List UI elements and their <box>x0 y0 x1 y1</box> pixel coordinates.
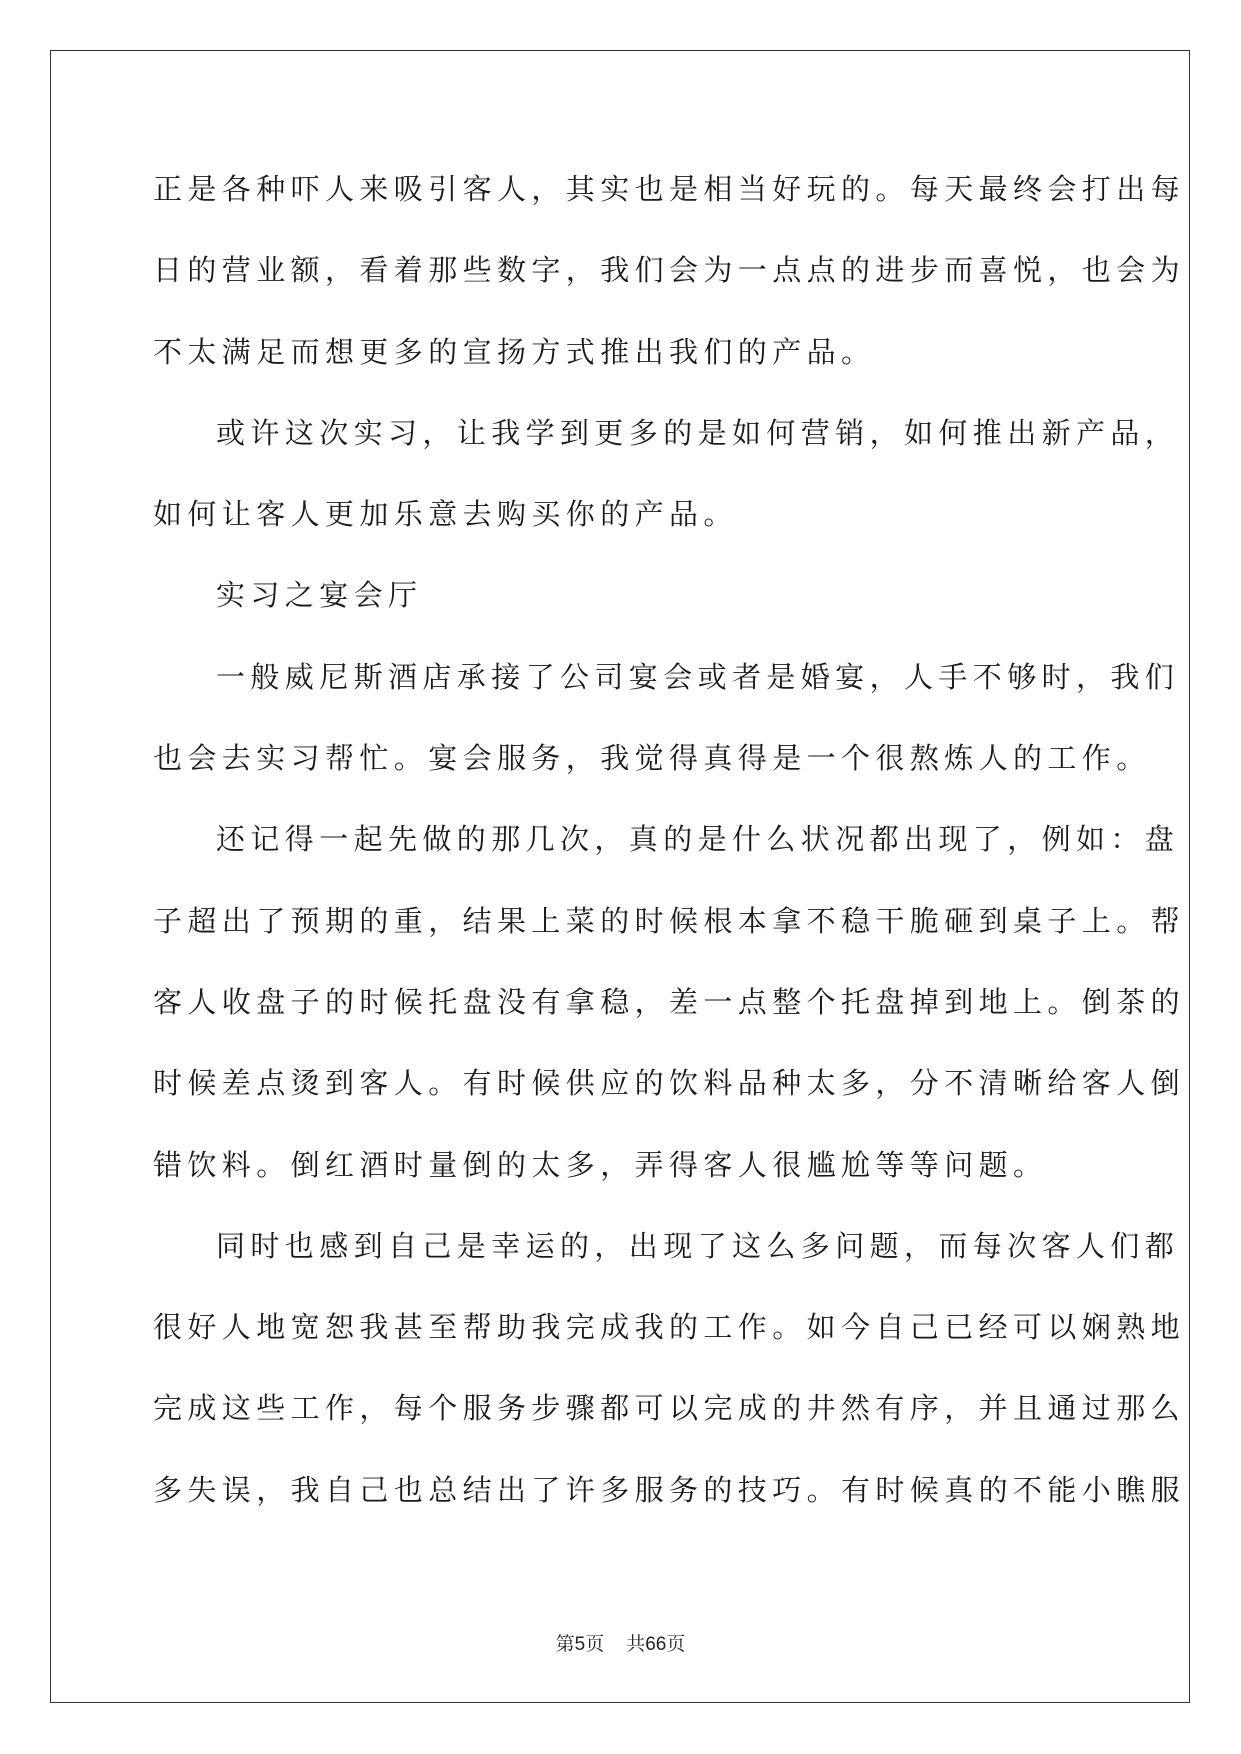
text-line: 完成这些工作，每个服务步骤都可以完成的井然有序，并且通过那么 <box>153 1391 1186 1426</box>
text-line: 不太满足而想更多的宣扬方式推出我们的产品。 <box>153 334 876 369</box>
text-line: 也会去实习帮忙。宴会服务，我觉得真得是一个很熬炼人的工作。 <box>153 741 1151 776</box>
text-line: 很好人地宽恕我甚至帮助我完成我的工作。如今自己已经可以娴熟地 <box>153 1310 1186 1345</box>
total-label-prefix: 共 <box>626 1633 646 1655</box>
text-line: 错饮料。倒红酒时量倒的太多，弄得客人很尴尬等等问题。 <box>153 1147 1048 1182</box>
text-line: 或许这次实习，让我学到更多的是如何营销，如何推出新产品， <box>216 415 1180 450</box>
text-line: 正是各种吓人来吸引客人，其实也是相当好玩的。每天最终会打出每 <box>153 172 1186 206</box>
page-label-prefix: 第 <box>555 1633 575 1655</box>
document-body <box>153 160 1186 1542</box>
text-line: 日的营业额，看着那些数字，我们会为一点点的进步而喜悦，也会为 <box>153 253 1186 288</box>
page-number: 5 <box>574 1634 586 1655</box>
text-line: 时候差点烫到客人。有时候供应的饮料品种太多，分不清晰给客人倒 <box>153 1066 1186 1101</box>
text-line: 还记得一起先做的那几次，真的是什么状况都出现了，例如：盘 <box>216 822 1180 857</box>
text-line: 客人收盘子的时候托盘没有拿稳，差一点整个托盘掉到地上。倒茶的 <box>153 984 1186 1019</box>
page-label-suffix: 页 <box>585 1633 605 1655</box>
text-line: 实习之宴会厅 <box>216 578 423 613</box>
text-line: 一般威尼斯酒店承接了公司宴会或者是婚宴，人手不够时，我们 <box>216 659 1180 694</box>
total-label-suffix: 页 <box>666 1633 686 1655</box>
text-line: 如何让客人更加乐意去购买你的产品。 <box>153 497 738 532</box>
page-footer <box>0 1632 1241 1657</box>
text-line: 多失误，我自己也总结出了许多服务的技巧。有时候真的不能小瞧服 <box>153 1472 1186 1507</box>
total-pages: 66 <box>645 1634 667 1655</box>
text-line: 子超出了预期的重，结果上菜的时候根本拿不稳干脆砸到桌子上。帮 <box>153 903 1186 938</box>
text-line: 同时也感到自己是幸运的，出现了这么多问题，而每次客人们都 <box>216 1228 1180 1263</box>
